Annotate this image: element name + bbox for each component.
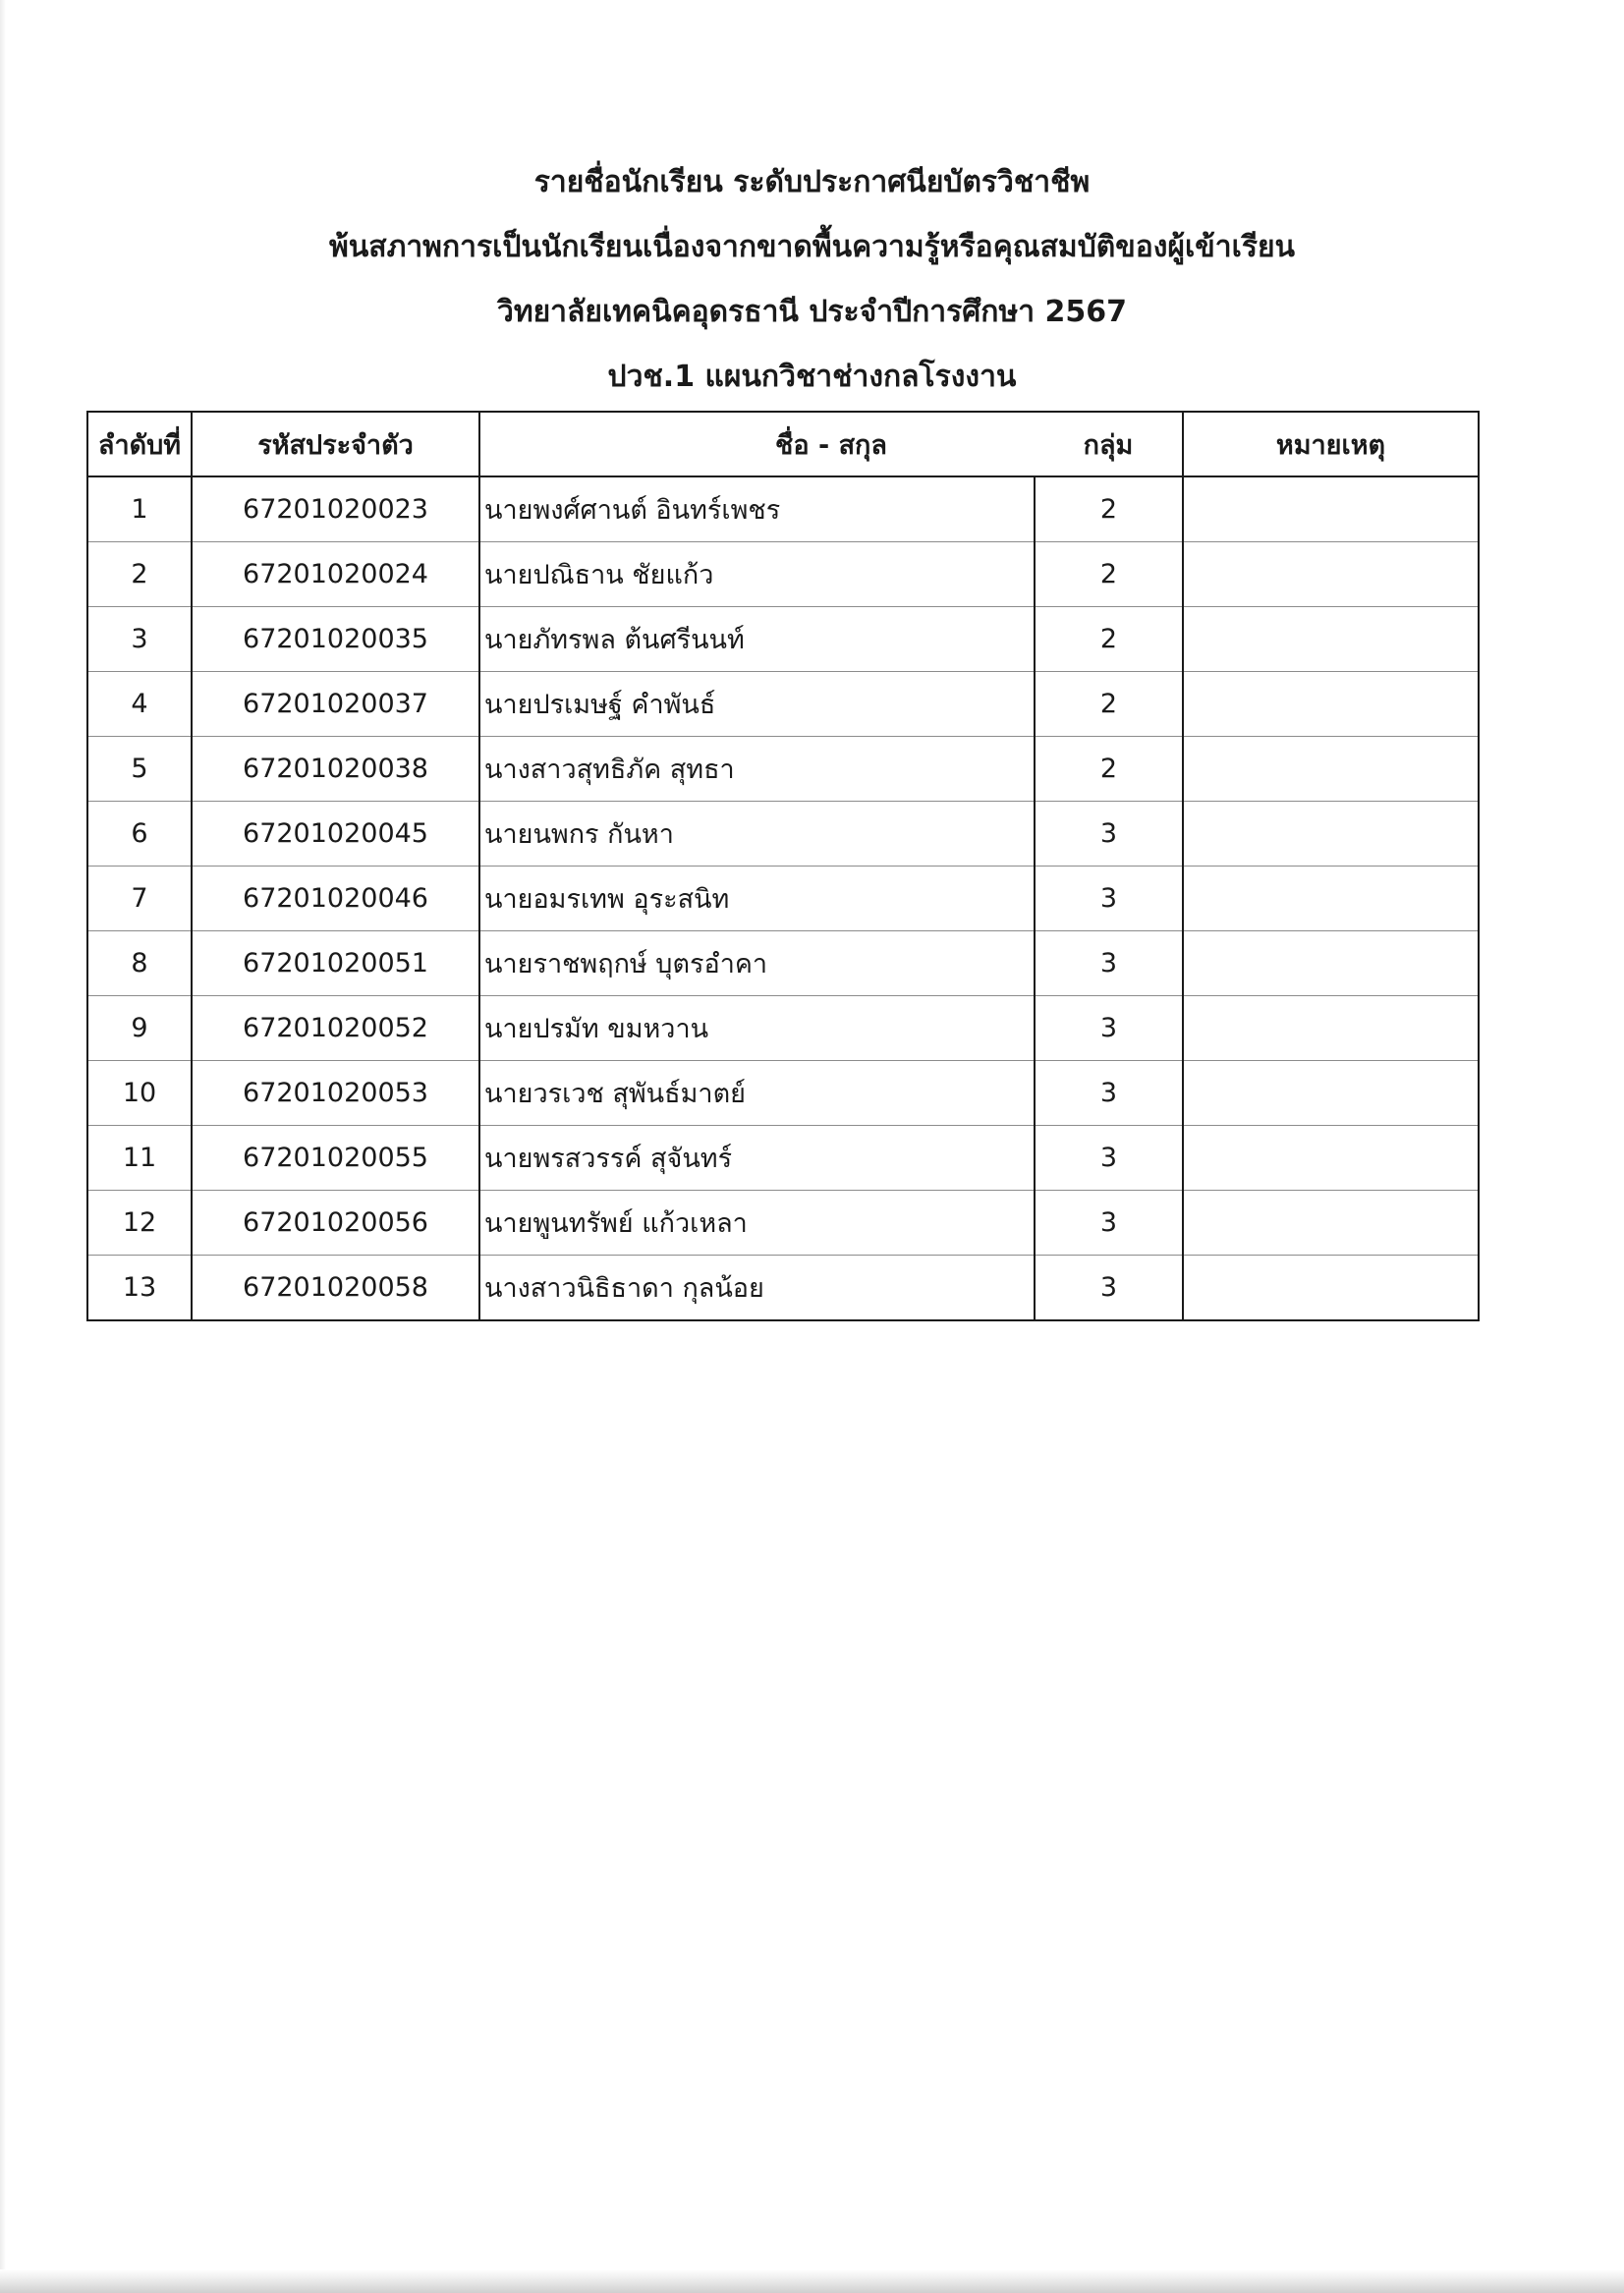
student-name-cell: นายพูนทรัพย์ แก้วเหลา (479, 1191, 1035, 1256)
row-number-cell: 2 (87, 542, 192, 607)
group-number-cell: 3 (1035, 1191, 1183, 1256)
table-row (87, 1191, 1479, 1256)
student-name-cell: นายพรสวรรค์ สุจันทร์ (479, 1126, 1035, 1191)
group-number-cell: 3 (1035, 867, 1183, 931)
remark-cell (1183, 1061, 1479, 1126)
student-id-cell: 67201020053 (192, 1061, 479, 1126)
student-id-cell: 67201020038 (192, 737, 479, 802)
student-name-cell: นางสาวสุทธิภัค สุทธา (479, 737, 1035, 802)
column-header-student-id: รหัสประจำตัว (192, 412, 479, 476)
student-id-cell: 67201020037 (192, 672, 479, 737)
remark-cell (1183, 1126, 1479, 1191)
table-row (87, 672, 1479, 737)
institution-line: วิทยาลัยเทคนิคอุดรธานี ประจำปีการศึกษา 2567 (496, 295, 1128, 329)
row-number-cell: 12 (87, 1191, 192, 1256)
document-subtitle: พ้นสภาพการเป็นนักเรียนเนื่องจากขาดพื้นความรู้หรือคุณสมบัติของผู้เข้าเรียน (328, 230, 1296, 264)
table-row (87, 607, 1479, 672)
row-number-cell: 8 (87, 931, 192, 996)
student-id-cell: 67201020056 (192, 1191, 479, 1256)
student-id-cell: 67201020052 (192, 996, 479, 1061)
group-number-cell: 3 (1035, 1256, 1183, 1321)
row-number-cell: 6 (87, 802, 192, 867)
group-number-cell: 2 (1035, 607, 1183, 672)
group-number-cell: 3 (1035, 996, 1183, 1061)
table-row (87, 1256, 1479, 1321)
row-number-cell: 3 (87, 607, 192, 672)
table-row (87, 802, 1479, 867)
group-number-cell: 2 (1035, 476, 1183, 542)
row-number-cell: 4 (87, 672, 192, 737)
student-id-cell: 67201020045 (192, 802, 479, 867)
student-name-cell: นายพงศ์ศานต์ อินทร์เพชร (479, 476, 1035, 542)
student-name-cell: นายปณิธาน ชัยแก้ว (479, 542, 1035, 607)
row-number-cell: 7 (87, 867, 192, 931)
student-name-cell: นายนพกร กันหา (479, 802, 1035, 867)
student-name-cell: นายอมรเทพ อุระสนิท (479, 867, 1035, 931)
remark-cell (1183, 542, 1479, 607)
column-header-name: ชื่อ - สกุล (479, 412, 1035, 476)
student-id-cell: 67201020023 (192, 476, 479, 542)
remark-cell (1183, 802, 1479, 867)
scan-shadow-bottom (0, 2269, 1624, 2293)
department-line: ปวช.1 แผนกวิชาช่างกลโรงงาน (607, 360, 1017, 394)
remark-cell (1183, 737, 1479, 802)
student-id-cell: 67201020051 (192, 931, 479, 996)
remark-cell (1183, 672, 1479, 737)
remark-cell (1183, 1191, 1479, 1256)
remark-cell (1183, 476, 1479, 542)
row-number-cell: 10 (87, 1061, 192, 1126)
table-row (87, 867, 1479, 931)
student-name-cell: นางสาวนิธิธาดา กุลน้อย (479, 1256, 1035, 1321)
student-id-cell: 67201020055 (192, 1126, 479, 1191)
table-header-row (87, 412, 1479, 476)
table-row (87, 931, 1479, 996)
table-row (87, 1126, 1479, 1191)
row-number-cell: 5 (87, 737, 192, 802)
table-row (87, 476, 1479, 542)
student-id-cell: 67201020024 (192, 542, 479, 607)
group-number-cell: 3 (1035, 1126, 1183, 1191)
student-id-cell: 67201020035 (192, 607, 479, 672)
student-name-cell: นายวรเวช สุพันธ์มาตย์ (479, 1061, 1035, 1126)
document-title: รายชื่อนักเรียน ระดับประกาศนียบัตรวิชาชีพ (533, 165, 1091, 199)
student-id-cell: 67201020058 (192, 1256, 479, 1321)
table-row (87, 542, 1479, 607)
student-name-cell: นายราชพฤกษ์ บุตรอำคา (479, 931, 1035, 996)
table-row (87, 996, 1479, 1061)
row-number-cell: 11 (87, 1126, 192, 1191)
remark-cell (1183, 996, 1479, 1061)
row-number-cell: 1 (87, 476, 192, 542)
remark-cell (1183, 931, 1479, 996)
student-id-cell: 67201020046 (192, 867, 479, 931)
group-number-cell: 2 (1035, 542, 1183, 607)
group-number-cell: 3 (1035, 1061, 1183, 1126)
remark-cell (1183, 867, 1479, 931)
student-name-cell: นายปรมัท ขมหวาน (479, 996, 1035, 1061)
student-roster-table (86, 411, 1480, 1321)
group-number-cell: 3 (1035, 931, 1183, 996)
column-header-no: ลำดับที่ (87, 412, 192, 476)
group-number-cell: 2 (1035, 672, 1183, 737)
table-row (87, 1061, 1479, 1126)
student-name-cell: นายปรเมษฐ์ คำพันธ์ (479, 672, 1035, 737)
scan-shadow-left (0, 0, 6, 2293)
group-number-cell: 2 (1035, 737, 1183, 802)
remark-cell (1183, 607, 1479, 672)
remark-cell (1183, 1256, 1479, 1321)
group-number-cell: 3 (1035, 802, 1183, 867)
row-number-cell: 13 (87, 1256, 192, 1321)
student-name-cell: นายภัทรพล ต้นศรีนนท์ (479, 607, 1035, 672)
column-header-group: กลุ่ม (1035, 412, 1183, 476)
column-header-remark: หมายเหตุ (1183, 412, 1479, 476)
table-body (87, 476, 1479, 1320)
row-number-cell: 9 (87, 996, 192, 1061)
table-row (87, 737, 1479, 802)
